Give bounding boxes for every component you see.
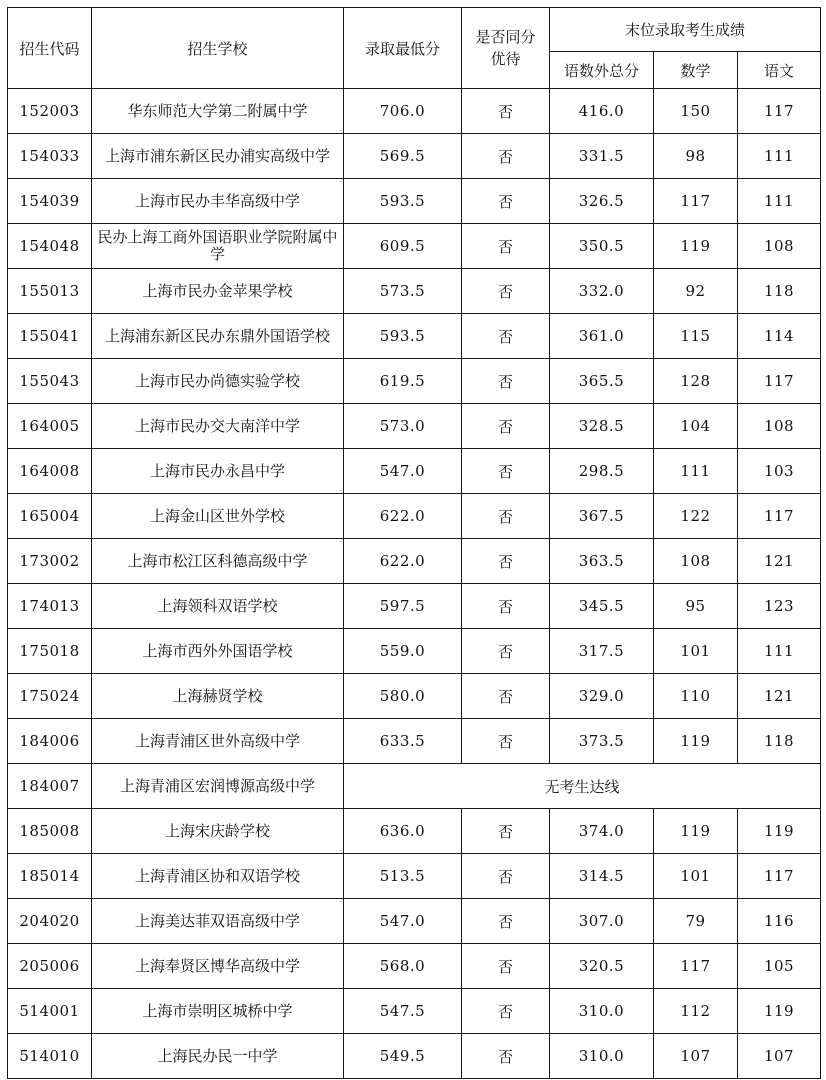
cell-chinese: 111	[738, 629, 821, 674]
cell-chinese: 103	[738, 449, 821, 494]
cell-min-score: 547.0	[344, 449, 462, 494]
cell-math: 117	[654, 179, 738, 224]
cell-total-cme: 373.5	[550, 719, 654, 764]
cell-chinese: 121	[738, 674, 821, 719]
cell-min-score: 597.5	[344, 584, 462, 629]
cell-min-score: 573.5	[344, 269, 462, 314]
cell-chinese: 111	[738, 134, 821, 179]
cell-min-score: 619.5	[344, 359, 462, 404]
table-row	[8, 359, 821, 404]
cell-math: 117	[654, 944, 738, 989]
cell-math: 104	[654, 404, 738, 449]
table-body	[8, 89, 821, 1079]
cell-chinese: 105	[738, 944, 821, 989]
cell-min-score: 609.5	[344, 224, 462, 269]
cell-code: 184006	[8, 719, 92, 764]
cell-total-cme: 416.0	[550, 89, 654, 134]
cell-school: 上海市民办尚德实验学校	[92, 359, 344, 404]
table-row	[8, 89, 821, 134]
cell-school: 上海民办民一中学	[92, 1034, 344, 1079]
table-row	[8, 629, 821, 674]
cell-min-score: 547.0	[344, 899, 462, 944]
cell-math: 111	[654, 449, 738, 494]
table-row	[8, 944, 821, 989]
admission-score-table	[7, 7, 821, 1079]
cell-code: 154033	[8, 134, 92, 179]
cell-school: 上海青浦区世外高级中学	[92, 719, 344, 764]
cell-chinese: 117	[738, 89, 821, 134]
cell-total-cme: 326.5	[550, 179, 654, 224]
cell-min-score: 622.0	[344, 539, 462, 584]
header-math: 数学	[654, 52, 738, 89]
cell-chinese: 117	[738, 494, 821, 539]
cell-school: 上海奉贤区博华高级中学	[92, 944, 344, 989]
cell-math: 110	[654, 674, 738, 719]
cell-min-score: 513.5	[344, 854, 462, 899]
cell-same-score-priority: 否	[462, 719, 550, 764]
cell-total-cme: 328.5	[550, 404, 654, 449]
cell-same-score-priority: 否	[462, 359, 550, 404]
cell-code: 185008	[8, 809, 92, 854]
cell-same-score-priority: 否	[462, 449, 550, 494]
cell-school: 上海美达菲双语高级中学	[92, 899, 344, 944]
cell-total-cme: 350.5	[550, 224, 654, 269]
cell-school: 上海宋庆龄学校	[92, 809, 344, 854]
table-row	[8, 404, 821, 449]
table-row	[8, 809, 821, 854]
cell-school: 上海青浦区协和双语学校	[92, 854, 344, 899]
cell-min-score: 569.5	[344, 134, 462, 179]
cell-min-score: 549.5	[344, 1034, 462, 1079]
table-row	[8, 674, 821, 719]
cell-chinese: 118	[738, 719, 821, 764]
cell-min-score: 573.0	[344, 404, 462, 449]
cell-same-score-priority: 否	[462, 314, 550, 359]
cell-total-cme: 331.5	[550, 134, 654, 179]
cell-math: 95	[654, 584, 738, 629]
cell-same-score-priority: 否	[462, 944, 550, 989]
cell-math: 98	[654, 134, 738, 179]
cell-total-cme: 310.0	[550, 1034, 654, 1079]
cell-same-score-priority: 否	[462, 674, 550, 719]
cell-math: 119	[654, 224, 738, 269]
cell-total-cme: 310.0	[550, 989, 654, 1034]
cell-chinese: 118	[738, 269, 821, 314]
cell-chinese: 119	[738, 989, 821, 1034]
cell-chinese: 116	[738, 899, 821, 944]
cell-same-score-priority: 否	[462, 89, 550, 134]
cell-same-score-priority: 否	[462, 494, 550, 539]
table-row	[8, 224, 821, 269]
cell-school: 上海市崇明区城桥中学	[92, 989, 344, 1034]
cell-total-cme: 361.0	[550, 314, 654, 359]
cell-code: 514001	[8, 989, 92, 1034]
cell-code: 165004	[8, 494, 92, 539]
cell-math: 101	[654, 629, 738, 674]
cell-school: 上海市民办永昌中学	[92, 449, 344, 494]
table-row	[8, 449, 821, 494]
table-row	[8, 719, 821, 764]
cell-total-cme: 314.5	[550, 854, 654, 899]
cell-code: 205006	[8, 944, 92, 989]
header-same-score-priority	[462, 8, 550, 89]
cell-min-score: 568.0	[344, 944, 462, 989]
cell-min-score: 547.5	[344, 989, 462, 1034]
cell-chinese: 108	[738, 224, 821, 269]
cell-math: 112	[654, 989, 738, 1034]
cell-total-cme: 298.5	[550, 449, 654, 494]
cell-code: 164008	[8, 449, 92, 494]
cell-school: 上海青浦区宏润博源高级中学	[92, 764, 344, 809]
table-row	[8, 269, 821, 314]
cell-code: 164005	[8, 404, 92, 449]
cell-code: 185014	[8, 854, 92, 899]
header-same-score-priority-text: 是否同分优待	[475, 28, 536, 68]
table-row	[8, 134, 821, 179]
cell-min-score: 559.0	[344, 629, 462, 674]
cell-school: 上海浦东新区民办东鼎外国语学校	[92, 314, 344, 359]
cell-math: 101	[654, 854, 738, 899]
cell-code: 154039	[8, 179, 92, 224]
cell-min-score: 633.5	[344, 719, 462, 764]
cell-total-cme: 367.5	[550, 494, 654, 539]
cell-code: 204020	[8, 899, 92, 944]
table-row	[8, 854, 821, 899]
cell-same-score-priority: 否	[462, 404, 550, 449]
cell-school: 上海市民办丰华高级中学	[92, 179, 344, 224]
table-row	[8, 314, 821, 359]
cell-min-score: 580.0	[344, 674, 462, 719]
cell-code: 175018	[8, 629, 92, 674]
cell-same-score-priority: 否	[462, 539, 550, 584]
cell-code: 152003	[8, 89, 92, 134]
cell-same-score-priority: 否	[462, 629, 550, 674]
cell-code: 175024	[8, 674, 92, 719]
cell-same-score-priority: 否	[462, 179, 550, 224]
cell-same-score-priority: 否	[462, 134, 550, 179]
cell-chinese: 119	[738, 809, 821, 854]
cell-chinese: 123	[738, 584, 821, 629]
cell-math: 128	[654, 359, 738, 404]
cell-total-cme: 345.5	[550, 584, 654, 629]
cell-chinese: 108	[738, 404, 821, 449]
cell-min-score: 706.0	[344, 89, 462, 134]
cell-school: 上海赫贤学校	[92, 674, 344, 719]
cell-chinese: 111	[738, 179, 821, 224]
cell-min-score: 593.5	[344, 314, 462, 359]
cell-math: 107	[654, 1034, 738, 1079]
cell-total-cme: 317.5	[550, 629, 654, 674]
cell-code: 173002	[8, 539, 92, 584]
cell-math: 115	[654, 314, 738, 359]
cell-min-score: 593.5	[344, 179, 462, 224]
cell-math: 119	[654, 719, 738, 764]
cell-math: 92	[654, 269, 738, 314]
header-total-cme: 语数外总分	[550, 52, 654, 89]
cell-same-score-priority: 否	[462, 584, 550, 629]
cell-chinese: 107	[738, 1034, 821, 1079]
table-row	[8, 1034, 821, 1079]
cell-math: 79	[654, 899, 738, 944]
cell-math: 150	[654, 89, 738, 134]
table-row	[8, 764, 821, 809]
cell-min-score: 636.0	[344, 809, 462, 854]
cell-total-cme: 329.0	[550, 674, 654, 719]
cell-chinese: 114	[738, 314, 821, 359]
cell-total-cme: 307.0	[550, 899, 654, 944]
cell-same-score-priority: 否	[462, 269, 550, 314]
cell-code: 155041	[8, 314, 92, 359]
cell-total-cme: 332.0	[550, 269, 654, 314]
cell-min-score: 622.0	[344, 494, 462, 539]
cell-school: 上海市民办交大南洋中学	[92, 404, 344, 449]
cell-school: 上海市浦东新区民办浦实高级中学	[92, 134, 344, 179]
cell-math: 108	[654, 539, 738, 584]
cell-code: 155013	[8, 269, 92, 314]
cell-total-cme: 365.5	[550, 359, 654, 404]
header-last-admitted-group: 末位录取考生成绩	[550, 8, 821, 52]
cell-code: 174013	[8, 584, 92, 629]
cell-same-score-priority: 否	[462, 854, 550, 899]
cell-school: 上海市松江区科德高级中学	[92, 539, 344, 584]
cell-school: 上海金山区世外学校	[92, 494, 344, 539]
cell-same-score-priority: 否	[462, 809, 550, 854]
table-row	[8, 494, 821, 539]
cell-math: 119	[654, 809, 738, 854]
cell-code: 514010	[8, 1034, 92, 1079]
cell-code: 184007	[8, 764, 92, 809]
cell-same-score-priority: 否	[462, 1034, 550, 1079]
header-school: 招生学校	[92, 8, 344, 89]
cell-code: 154048	[8, 224, 92, 269]
cell-code: 155043	[8, 359, 92, 404]
header-code: 招生代码	[8, 8, 92, 89]
table-row	[8, 539, 821, 584]
cell-same-score-priority: 否	[462, 989, 550, 1034]
table-row	[8, 989, 821, 1034]
cell-school: 上海市西外外国语学校	[92, 629, 344, 674]
cell-math: 122	[654, 494, 738, 539]
cell-chinese: 117	[738, 854, 821, 899]
cell-same-score-priority: 否	[462, 899, 550, 944]
cell-school: 民办上海工商外国语职业学院附属中学	[92, 224, 344, 269]
table-row	[8, 584, 821, 629]
cell-school: 上海领科双语学校	[92, 584, 344, 629]
table-row	[8, 899, 821, 944]
table-row	[8, 179, 821, 224]
cell-total-cme: 363.5	[550, 539, 654, 584]
header-chinese: 语文	[738, 52, 821, 89]
header-min-score: 录取最低分	[344, 8, 462, 89]
cell-no-qualified-note: 无考生达线	[344, 764, 821, 809]
cell-same-score-priority: 否	[462, 224, 550, 269]
cell-chinese: 121	[738, 539, 821, 584]
cell-chinese: 117	[738, 359, 821, 404]
cell-total-cme: 374.0	[550, 809, 654, 854]
cell-total-cme: 320.5	[550, 944, 654, 989]
cell-school: 上海市民办金苹果学校	[92, 269, 344, 314]
cell-school: 华东师范大学第二附属中学	[92, 89, 344, 134]
